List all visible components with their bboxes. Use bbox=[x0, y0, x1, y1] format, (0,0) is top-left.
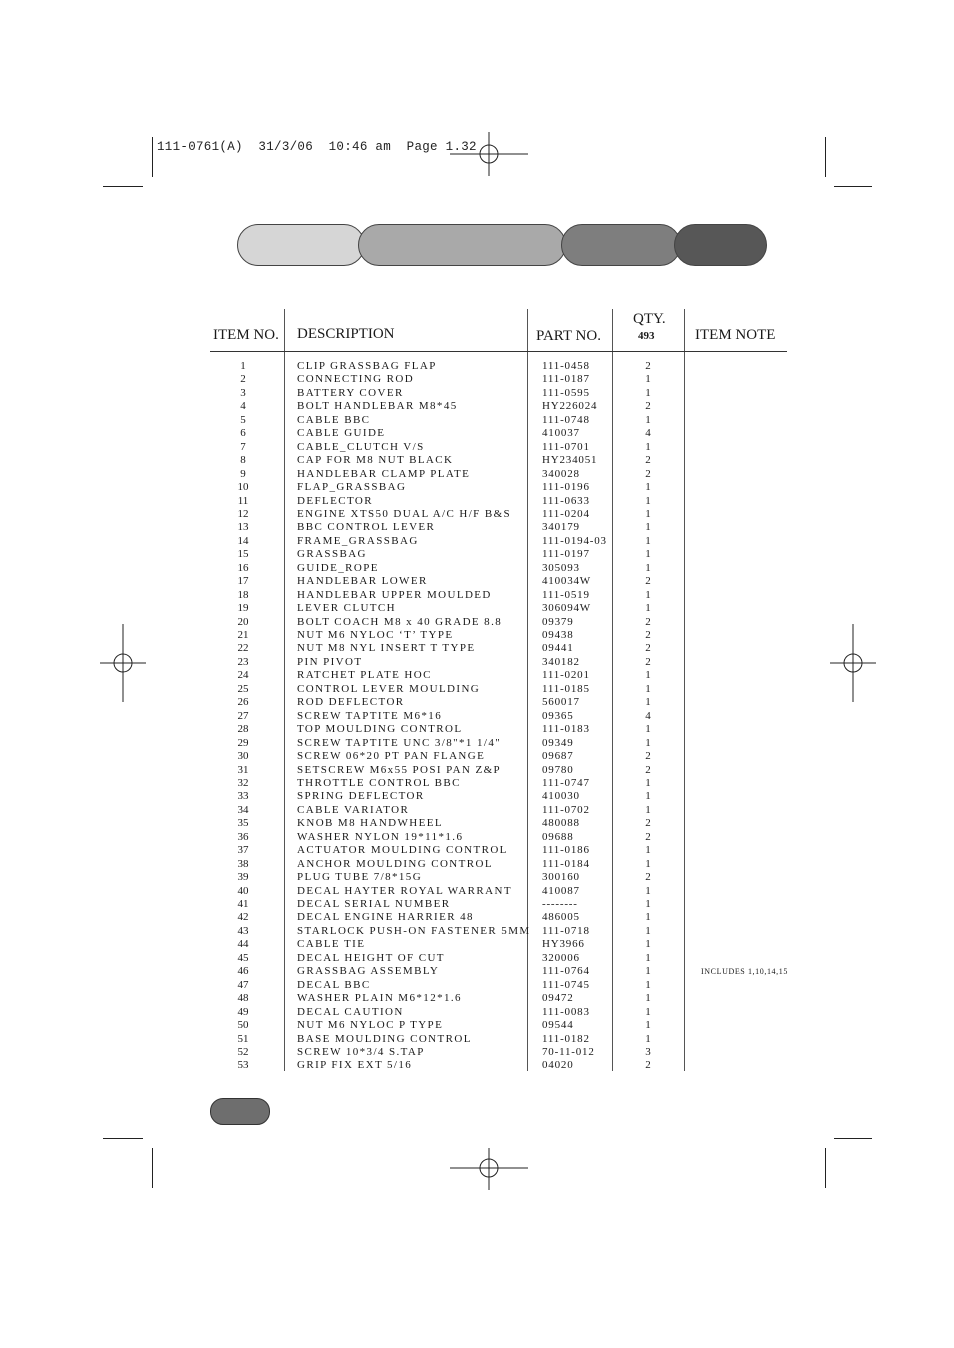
description-cell: SCREW 10*3/4 S.TAP bbox=[297, 1045, 425, 1058]
table-row bbox=[0, 992, 954, 1006]
quantity-cell: 1 bbox=[645, 1019, 651, 1032]
description-cell: SCREW 06*20 PT PAN FLANGE bbox=[297, 750, 486, 763]
table-row bbox=[0, 1019, 954, 1033]
quantity-cell: 2 bbox=[645, 454, 651, 467]
quantity-cell: 1 bbox=[645, 386, 651, 399]
quantity-cell: 1 bbox=[645, 481, 651, 494]
part-number-cell: 111-0183 bbox=[542, 723, 590, 736]
quantity-cell: 2 bbox=[645, 830, 651, 843]
quantity-cell: 1 bbox=[645, 938, 651, 951]
quantity-cell: 2 bbox=[645, 615, 651, 628]
part-number-cell: 09441 bbox=[542, 642, 574, 655]
item-number-cell: 2 bbox=[240, 373, 246, 386]
item-number-cell: 5 bbox=[240, 413, 246, 426]
description-cell: WASHER NYLON 19*11*1.6 bbox=[297, 830, 464, 843]
item-number-cell: 17 bbox=[237, 575, 249, 588]
crop-mark-bottom-right-vertical bbox=[825, 1148, 826, 1188]
table-row bbox=[0, 925, 954, 939]
table-row bbox=[0, 871, 954, 885]
item-number-cell: 52 bbox=[237, 1045, 249, 1058]
part-number-cell: 111-0083 bbox=[542, 1005, 590, 1018]
part-number-cell: 111-0458 bbox=[542, 360, 590, 372]
crop-mark-top-left-vertical bbox=[152, 137, 153, 177]
table-row bbox=[0, 938, 954, 952]
part-number-cell: 480088 bbox=[542, 817, 580, 830]
quantity-cell: 4 bbox=[645, 427, 651, 440]
quantity-cell: 4 bbox=[645, 709, 651, 722]
quantity-cell: 1 bbox=[645, 602, 651, 615]
quantity-cell: 1 bbox=[645, 803, 651, 816]
table-row bbox=[0, 750, 954, 764]
item-number-cell: 46 bbox=[237, 965, 249, 978]
part-number-cell: 340179 bbox=[542, 521, 580, 534]
table-row bbox=[0, 521, 954, 535]
table-row bbox=[0, 548, 954, 562]
description-cell: CAP FOR M8 NUT BLACK bbox=[297, 454, 454, 467]
part-number-cell: 111-0595 bbox=[542, 386, 590, 399]
crop-mark-top-right-horizontal bbox=[834, 186, 872, 187]
item-number-cell: 19 bbox=[237, 602, 249, 615]
quantity-cell: 1 bbox=[645, 1005, 651, 1018]
item-number-cell: 49 bbox=[237, 1005, 249, 1018]
quantity-cell: 2 bbox=[645, 642, 651, 655]
quantity-cell: 1 bbox=[645, 776, 651, 789]
item-number-cell: 22 bbox=[237, 642, 249, 655]
part-number-cell: 09688 bbox=[542, 830, 574, 843]
description-cell: DECAL ENGINE HARRIER 48 bbox=[297, 911, 474, 924]
table-row bbox=[0, 562, 954, 576]
description-cell: CABLE_CLUTCH V/S bbox=[297, 440, 425, 453]
description-cell: GRASSBAG ASSEMBLY bbox=[297, 965, 440, 978]
table-row bbox=[0, 710, 954, 724]
table-row bbox=[0, 683, 954, 697]
table-row bbox=[0, 777, 954, 791]
item-number-cell: 13 bbox=[237, 521, 249, 534]
item-number-cell: 43 bbox=[237, 924, 249, 937]
part-number-cell: 09365 bbox=[542, 709, 574, 722]
quantity-cell: 1 bbox=[645, 978, 651, 991]
item-number-cell: 31 bbox=[237, 763, 249, 776]
item-number-cell: 16 bbox=[237, 561, 249, 574]
description-cell: GRIP FIX EXT 5/16 bbox=[297, 1059, 413, 1072]
quantity-cell: 1 bbox=[645, 682, 651, 695]
table-row bbox=[0, 481, 954, 495]
quantity-cell: 1 bbox=[645, 857, 651, 870]
part-number-cell: 111-0702 bbox=[542, 803, 590, 816]
table-row bbox=[0, 629, 954, 643]
quantity-cell: 2 bbox=[645, 400, 651, 413]
part-number-cell: 111-0187 bbox=[542, 373, 590, 386]
description-cell: DECAL HEIGHT OF CUT bbox=[297, 951, 445, 964]
description-cell: WASHER PLAIN M6*12*1.6 bbox=[297, 992, 462, 1005]
table-row bbox=[0, 508, 954, 522]
header-part-no: PART NO. bbox=[536, 328, 601, 344]
description-cell: ANCHOR MOULDING CONTROL bbox=[297, 857, 493, 870]
quantity-cell: 2 bbox=[645, 360, 651, 372]
quantity-cell: 1 bbox=[645, 723, 651, 736]
section-tab-3 bbox=[561, 224, 681, 266]
table-row bbox=[0, 844, 954, 858]
description-cell: LEVER CLUTCH bbox=[297, 602, 396, 615]
quantity-cell: 2 bbox=[645, 655, 651, 668]
description-cell: DECAL HAYTER ROYAL WARRANT bbox=[297, 884, 512, 897]
part-number-cell: 09687 bbox=[542, 750, 574, 763]
quantity-cell: 2 bbox=[645, 871, 651, 884]
item-number-cell: 33 bbox=[237, 790, 249, 803]
section-tab-2 bbox=[358, 224, 566, 266]
part-number-cell: 111-0185 bbox=[542, 682, 590, 695]
item-number-cell: 25 bbox=[237, 682, 249, 695]
section-tab-1 bbox=[237, 224, 365, 266]
quantity-cell: 3 bbox=[645, 1045, 651, 1058]
description-cell: BOLT COACH M8 x 40 GRADE 8.8 bbox=[297, 615, 503, 628]
description-cell: FRAME_GRASSBAG bbox=[297, 534, 419, 547]
quantity-cell: 1 bbox=[645, 507, 651, 520]
item-number-cell: 41 bbox=[237, 898, 249, 910]
part-number-cell: 111-0204 bbox=[542, 507, 590, 520]
quantity-cell: 1 bbox=[645, 884, 651, 897]
table-row bbox=[0, 979, 954, 993]
quantity-cell: 1 bbox=[645, 1032, 651, 1045]
table-row bbox=[0, 817, 954, 831]
quantity-cell: 1 bbox=[645, 373, 651, 386]
table-row bbox=[0, 790, 954, 804]
table-row bbox=[0, 1059, 954, 1073]
quantity-cell: 1 bbox=[645, 992, 651, 1005]
section-tab-4 bbox=[674, 224, 767, 266]
quantity-cell: 1 bbox=[645, 736, 651, 749]
item-number-cell: 4 bbox=[240, 400, 246, 413]
part-number-cell: 111-0701 bbox=[542, 440, 590, 453]
part-number-cell: 410034W bbox=[542, 575, 591, 588]
table-row bbox=[0, 898, 954, 912]
table-row bbox=[0, 911, 954, 925]
item-number-cell: 26 bbox=[237, 696, 249, 709]
item-number-cell: 42 bbox=[237, 911, 249, 924]
table-row bbox=[0, 602, 954, 616]
header-qty-model: 493 bbox=[638, 330, 655, 342]
crop-mark-top-right-vertical bbox=[825, 137, 826, 177]
table-row bbox=[0, 952, 954, 966]
description-cell: DEFLECTOR bbox=[297, 494, 373, 507]
table-row bbox=[0, 669, 954, 683]
item-number-cell: 9 bbox=[240, 467, 246, 480]
description-cell: CABLE TIE bbox=[297, 938, 366, 951]
table-row bbox=[0, 764, 954, 778]
table-row bbox=[0, 831, 954, 845]
quantity-cell: 1 bbox=[645, 588, 651, 601]
part-number-cell: 111-0196 bbox=[542, 481, 590, 494]
description-cell: ACTUATOR MOULDING CONTROL bbox=[297, 844, 508, 857]
item-number-cell: 20 bbox=[237, 615, 249, 628]
item-number-cell: 3 bbox=[240, 386, 246, 399]
quantity-cell: 1 bbox=[645, 911, 651, 924]
item-number-cell: 53 bbox=[237, 1059, 249, 1072]
item-number-cell: 37 bbox=[237, 844, 249, 857]
description-cell: CABLE BBC bbox=[297, 413, 371, 426]
description-cell: KNOB M8 HANDWHEEL bbox=[297, 817, 444, 830]
table-row bbox=[0, 885, 954, 899]
crop-mark-bottom-right-horizontal bbox=[834, 1138, 872, 1139]
item-number-cell: 44 bbox=[237, 938, 249, 951]
table-row bbox=[0, 360, 954, 374]
item-number-cell: 14 bbox=[237, 534, 249, 547]
part-number-cell: 486005 bbox=[542, 911, 580, 924]
table-row bbox=[0, 373, 954, 387]
part-number-cell: 111-0184 bbox=[542, 857, 590, 870]
item-number-cell: 18 bbox=[237, 588, 249, 601]
part-number-cell: HY3966 bbox=[542, 938, 585, 951]
description-cell: DECAL BBC bbox=[297, 978, 371, 991]
item-number-cell: 23 bbox=[237, 655, 249, 668]
item-number-cell: 35 bbox=[237, 817, 249, 830]
table-row bbox=[0, 495, 954, 509]
table-row bbox=[0, 696, 954, 710]
part-number-cell: 111-0718 bbox=[542, 924, 590, 937]
description-cell: RATCHET PLATE HOC bbox=[297, 669, 432, 682]
quantity-cell: 1 bbox=[645, 898, 651, 910]
registration-mark-top bbox=[450, 118, 528, 178]
quantity-cell: 1 bbox=[645, 790, 651, 803]
item-number-cell: 28 bbox=[237, 723, 249, 736]
table-row bbox=[0, 642, 954, 656]
item-number-cell: 38 bbox=[237, 857, 249, 870]
quantity-cell: 1 bbox=[645, 413, 651, 426]
description-cell: CLIP GRASSBAG FLAP bbox=[297, 360, 437, 372]
description-cell: BATTERY COVER bbox=[297, 386, 404, 399]
quantity-cell: 1 bbox=[645, 951, 651, 964]
description-cell: GRASSBAG bbox=[297, 548, 367, 561]
part-number-cell: 09379 bbox=[542, 615, 574, 628]
section-tab-bar bbox=[237, 224, 767, 266]
item-number-cell: 47 bbox=[237, 978, 249, 991]
header-rule bbox=[210, 351, 787, 352]
table-row bbox=[0, 468, 954, 482]
quantity-cell: 1 bbox=[645, 696, 651, 709]
description-cell: BOLT HANDLEBAR M8*45 bbox=[297, 400, 458, 413]
quantity-cell: 1 bbox=[645, 561, 651, 574]
description-cell: NUT M8 NYL INSERT T TYPE bbox=[297, 642, 476, 655]
table-row bbox=[0, 1033, 954, 1047]
part-number-cell: 09544 bbox=[542, 1019, 574, 1032]
part-number-cell: 306094W bbox=[542, 602, 591, 615]
quantity-cell: 1 bbox=[645, 924, 651, 937]
part-number-cell: 70-11-012 bbox=[542, 1045, 595, 1058]
quantity-cell: 2 bbox=[645, 817, 651, 830]
item-number-cell: 50 bbox=[237, 1019, 249, 1032]
description-cell: HANDLEBAR CLAMP PLATE bbox=[297, 467, 471, 480]
quantity-cell: 2 bbox=[645, 750, 651, 763]
description-cell: CABLE VARIATOR bbox=[297, 803, 410, 816]
parts-table-header bbox=[0, 300, 954, 352]
description-cell: ROD DEFLECTOR bbox=[297, 696, 405, 709]
part-number-cell: 340028 bbox=[542, 467, 580, 480]
part-number-cell: 111-0764 bbox=[542, 965, 590, 978]
header-qty: QTY. bbox=[633, 311, 666, 327]
description-cell: THROTTLE CONTROL BBC bbox=[297, 776, 461, 789]
item-number-cell: 30 bbox=[237, 750, 249, 763]
table-row bbox=[0, 737, 954, 751]
item-number-cell: 7 bbox=[240, 440, 246, 453]
header-description: DESCRIPTION bbox=[297, 326, 395, 342]
description-cell: CABLE GUIDE bbox=[297, 427, 386, 440]
part-number-cell: 111-0747 bbox=[542, 776, 590, 789]
description-cell: GUIDE_ROPE bbox=[297, 561, 379, 574]
part-number-cell: 111-0745 bbox=[542, 978, 590, 991]
description-cell: PLUG TUBE 7/8*15G bbox=[297, 871, 423, 884]
item-number-cell: 27 bbox=[237, 709, 249, 722]
quantity-cell: 2 bbox=[645, 763, 651, 776]
item-number-cell: 48 bbox=[237, 992, 249, 1005]
print-slug-line: 111-0761(A) 31/3/06 10:46 am Page 1.32 bbox=[157, 140, 477, 154]
page-number-tab bbox=[210, 1098, 270, 1125]
description-cell: TOP MOULDING CONTROL bbox=[297, 723, 463, 736]
part-number-cell: 04020 bbox=[542, 1059, 574, 1072]
item-number-cell: 12 bbox=[237, 507, 249, 520]
part-number-cell: 320006 bbox=[542, 951, 580, 964]
item-number-cell: 21 bbox=[237, 629, 249, 641]
quantity-cell: 2 bbox=[645, 575, 651, 588]
table-row bbox=[0, 589, 954, 603]
part-number-cell: -------- bbox=[542, 898, 578, 910]
quantity-cell: 1 bbox=[645, 440, 651, 453]
item-number-cell: 6 bbox=[240, 427, 246, 440]
part-number-cell: 111-0633 bbox=[542, 494, 590, 507]
crop-mark-bottom-left-horizontal bbox=[103, 1138, 143, 1139]
description-cell: PIN PIVOT bbox=[297, 655, 363, 668]
quantity-cell: 1 bbox=[645, 844, 651, 857]
description-cell: SPRING DEFLECTOR bbox=[297, 790, 425, 803]
quantity-cell: 1 bbox=[645, 548, 651, 561]
description-cell: BASE MOULDING CONTROL bbox=[297, 1032, 472, 1045]
part-number-cell: 111-0182 bbox=[542, 1032, 590, 1045]
part-number-cell: 300160 bbox=[542, 871, 580, 884]
item-number-cell: 24 bbox=[237, 669, 249, 682]
item-number-cell: 15 bbox=[237, 548, 249, 561]
description-cell: NUT M6 NYLOC P TYPE bbox=[297, 1019, 444, 1032]
table-row bbox=[0, 1046, 954, 1060]
quantity-cell: 1 bbox=[645, 669, 651, 682]
description-cell: DECAL CAUTION bbox=[297, 1005, 404, 1018]
part-number-cell: 09780 bbox=[542, 763, 574, 776]
item-number-cell: 29 bbox=[237, 736, 249, 749]
item-number-cell: 1 bbox=[240, 360, 246, 372]
description-cell: FLAP_GRASSBAG bbox=[297, 481, 407, 494]
description-cell: ENGINE XTS50 DUAL A/C H/F B&S bbox=[297, 507, 512, 520]
item-note-cell: INCLUDES 1,10,14,15 bbox=[701, 967, 788, 977]
quantity-cell: 2 bbox=[645, 1059, 651, 1072]
table-row bbox=[0, 427, 954, 441]
description-cell: CONTROL LEVER MOULDING bbox=[297, 682, 481, 695]
description-cell: NUT M6 NYLOC ‘T’ TYPE bbox=[297, 629, 454, 641]
part-number-cell: 09349 bbox=[542, 736, 574, 749]
part-number-cell: 410087 bbox=[542, 884, 580, 897]
description-cell: BBC CONTROL LEVER bbox=[297, 521, 436, 534]
item-number-cell: 11 bbox=[237, 494, 249, 507]
table-row bbox=[0, 387, 954, 401]
part-number-cell: 111-0201 bbox=[542, 669, 590, 682]
quantity-cell: 2 bbox=[645, 629, 651, 641]
crop-mark-top-left-horizontal bbox=[103, 186, 143, 187]
part-number-cell: 111-0186 bbox=[542, 844, 590, 857]
crop-mark-bottom-left-vertical bbox=[152, 1148, 153, 1188]
part-number-cell: HY234051 bbox=[542, 454, 598, 467]
registration-mark-bottom bbox=[450, 1148, 528, 1190]
table-row bbox=[0, 656, 954, 670]
part-number-cell: 340182 bbox=[542, 655, 580, 668]
item-number-cell: 34 bbox=[237, 803, 249, 816]
part-number-cell: 111-0748 bbox=[542, 413, 590, 426]
item-number-cell: 8 bbox=[240, 454, 246, 467]
table-row bbox=[0, 441, 954, 455]
header-item-no: ITEM NO. bbox=[213, 327, 279, 343]
table-row bbox=[0, 1006, 954, 1020]
description-cell: HANDLEBAR UPPER MOULDED bbox=[297, 588, 492, 601]
description-cell: DECAL SERIAL NUMBER bbox=[297, 898, 451, 910]
item-number-cell: 45 bbox=[237, 951, 249, 964]
quantity-cell: 2 bbox=[645, 467, 651, 480]
item-number-cell: 51 bbox=[237, 1032, 249, 1045]
table-row bbox=[0, 414, 954, 428]
table-row bbox=[0, 858, 954, 872]
quantity-cell: 1 bbox=[645, 494, 651, 507]
description-cell: SCREW TAPTITE M6*16 bbox=[297, 709, 443, 722]
part-number-cell: 560017 bbox=[542, 696, 580, 709]
table-row bbox=[0, 575, 954, 589]
description-cell: SCREW TAPTITE UNC 3/8"*1 1/4" bbox=[297, 736, 502, 749]
quantity-cell: 1 bbox=[645, 521, 651, 534]
part-number-cell: HY226024 bbox=[542, 400, 598, 413]
table-row bbox=[0, 400, 954, 414]
table-row bbox=[0, 454, 954, 468]
part-number-cell: 410030 bbox=[542, 790, 580, 803]
item-number-cell: 36 bbox=[237, 830, 249, 843]
item-number-cell: 10 bbox=[237, 481, 249, 494]
item-number-cell: 32 bbox=[237, 776, 249, 789]
part-number-cell: 111-0519 bbox=[542, 588, 590, 601]
part-number-cell: 410037 bbox=[542, 427, 580, 440]
part-number-cell: 111-0197 bbox=[542, 548, 590, 561]
table-row bbox=[0, 804, 954, 818]
description-cell: HANDLEBAR LOWER bbox=[297, 575, 428, 588]
description-cell: CONNECTING ROD bbox=[297, 373, 415, 386]
item-number-cell: 40 bbox=[237, 884, 249, 897]
header-item-note: ITEM NOTE bbox=[695, 327, 776, 343]
part-number-cell: 305093 bbox=[542, 561, 580, 574]
quantity-cell: 1 bbox=[645, 965, 651, 978]
item-number-cell: 39 bbox=[237, 871, 249, 884]
table-row bbox=[0, 535, 954, 549]
description-cell: STARLOCK PUSH-ON FASTENER 5MM bbox=[297, 924, 531, 937]
table-row bbox=[0, 965, 954, 979]
quantity-cell: 1 bbox=[645, 534, 651, 547]
description-cell: SETSCREW M6x55 POSI PAN Z&P bbox=[297, 763, 502, 776]
table-row bbox=[0, 723, 954, 737]
part-number-cell: 09438 bbox=[542, 629, 574, 641]
part-number-cell: 111-0194-03 bbox=[542, 534, 607, 547]
part-number-cell: 09472 bbox=[542, 992, 574, 1005]
table-row bbox=[0, 616, 954, 630]
